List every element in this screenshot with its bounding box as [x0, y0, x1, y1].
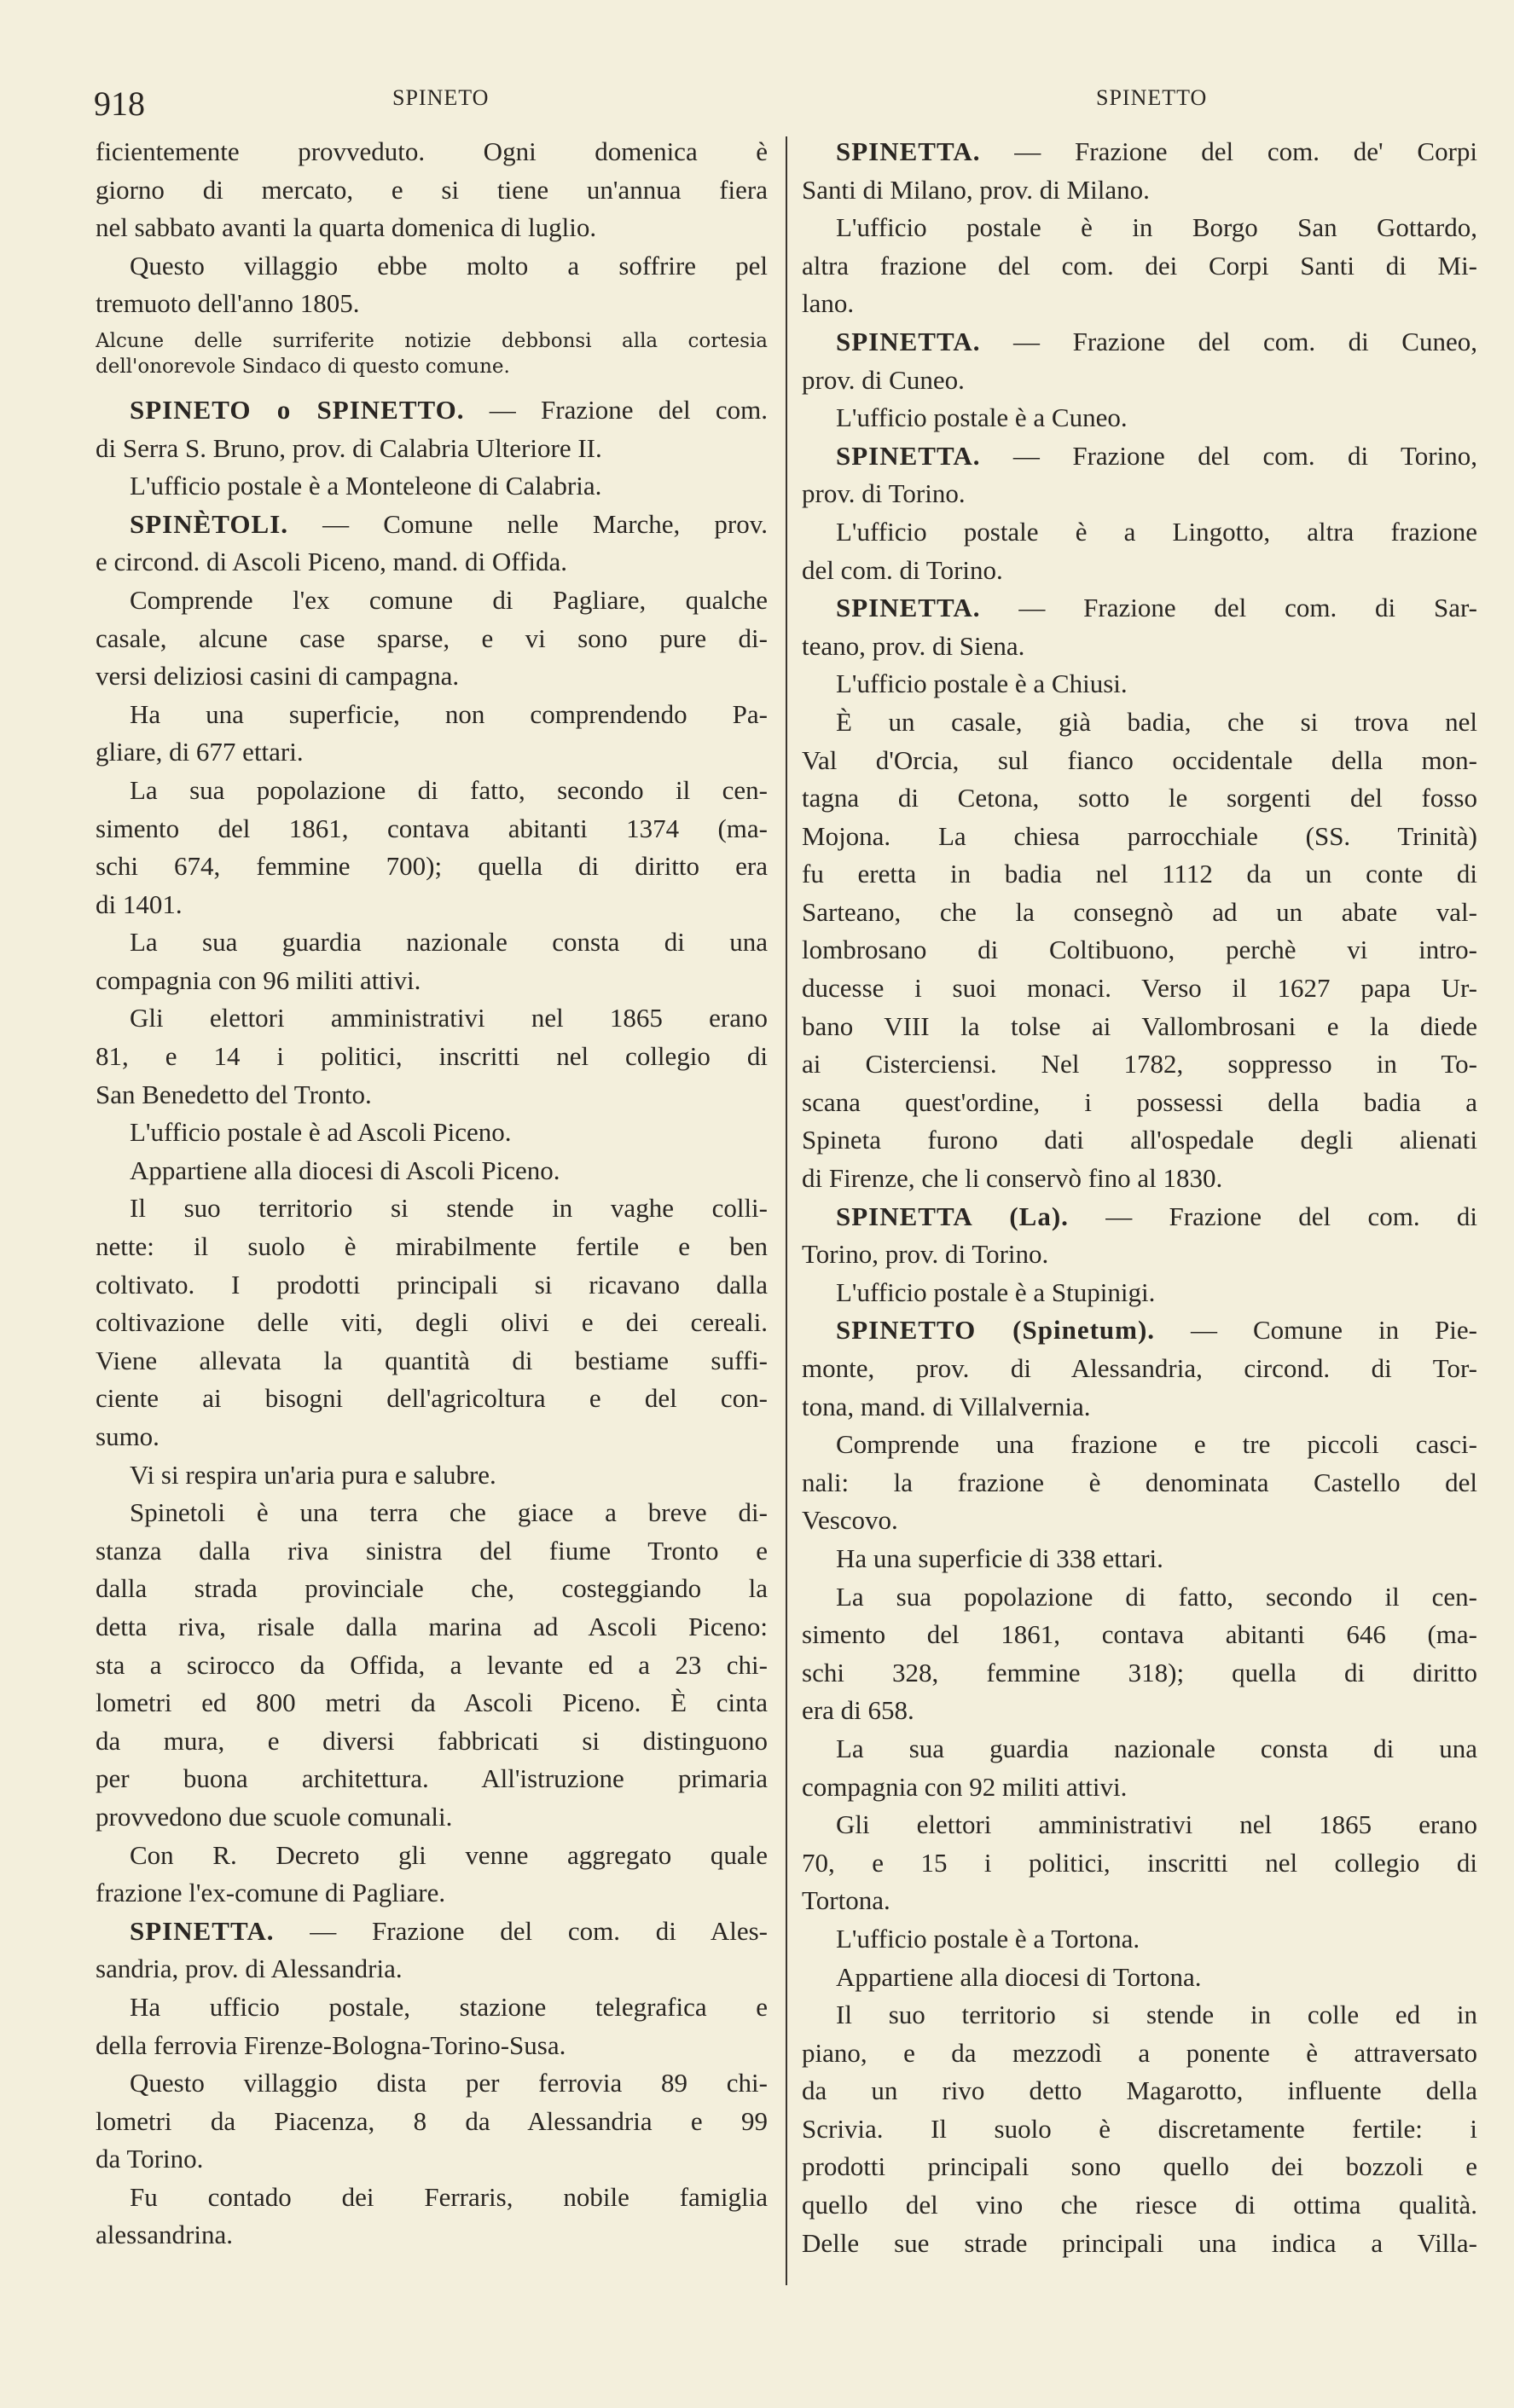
entry-headword: SPINETO o SPINETTO.: [130, 394, 465, 425]
text-line: Mojona. La chiesa parrocchiale (SS. Trinità): [802, 820, 1477, 851]
text-line: simento del 1861, contava abitanti 1374 (ma-: [96, 813, 768, 843]
text-line: sumo.: [96, 1421, 160, 1451]
text-line: era di 658.: [802, 1695, 914, 1726]
text-line: giorno di mercato, e si tiene un'annua fiera: [96, 174, 768, 205]
text-line: lometri ed 800 metri da Ascoli Piceno. È cinta: [96, 1687, 768, 1718]
paragraph: [802, 513, 1477, 589]
paragraph: [802, 209, 1477, 323]
entry-paragraph: [802, 323, 1477, 399]
text-line: Appartiene alla diocesi di Ascoli Piceno.: [130, 1155, 560, 1185]
text-line: gliare, di 677 ettari.: [96, 737, 304, 767]
text-line: SPINETO o SPINETTO. — Frazione del com.: [130, 394, 768, 425]
text-line: tona, mand. di Villalvernia.: [802, 1391, 1091, 1421]
paragraph: [96, 696, 768, 772]
paragraph: [802, 1730, 1477, 1806]
text-line: Ha una superficie di 338 ettari.: [836, 1543, 1163, 1573]
text-line: del com. di Torino.: [802, 554, 1003, 585]
text-line: nali: la frazione è denominata Castello del: [802, 1467, 1477, 1497]
page-number: 918: [94, 84, 145, 123]
entry-headword: SPINETTO (Spinetum).: [836, 1315, 1156, 1346]
text-line: La sua guardia nazionale consta di una: [836, 1733, 1477, 1763]
paragraph: [96, 923, 768, 999]
text-line: coltivato. I prodotti principali si ricavano dalla: [96, 1269, 768, 1300]
text-line: frazione l'ex-comune di Pagliare.: [96, 1878, 446, 1908]
entry-paragraph: [96, 1913, 768, 1988]
text-line: Il suo territorio si stende in colle ed in: [836, 2000, 1477, 2030]
entry-headword: SPINETTA (La).: [836, 1201, 1069, 1231]
text-line: SPINETTO (Spinetum). — Comune in Pie-: [836, 1315, 1477, 1346]
text-line: La sua popolazione di fatto, secondo il cen-: [836, 1581, 1477, 1612]
entry-headword: SPINÈTOLI.: [130, 508, 289, 539]
right-column: [802, 133, 1477, 2262]
text-line: L'ufficio postale è a Monteleone di Calabria.: [130, 471, 602, 501]
text-line: fu eretta in badia nel 1112 da un conte di: [802, 859, 1477, 889]
text-line: Spinetoli è una terra che giace a breve di-: [130, 1497, 768, 1528]
text-line: scana quest'ordine, i possessi della badia a: [802, 1086, 1477, 1117]
left-column: [96, 133, 768, 2255]
text-line: Appartiene alla diocesi di Tortona.: [836, 1961, 1202, 1992]
text-line: Tortona.: [802, 1885, 890, 1916]
entry-headword: SPINETTA.: [836, 136, 981, 166]
paragraph: [96, 467, 768, 506]
text-line: da Torino.: [96, 2144, 204, 2174]
text-line: Sarteano, che la consegnò ad un abate val-: [802, 896, 1477, 927]
text-line: Ha una superficie, non comprendendo Pa-: [130, 698, 768, 729]
text-line: della ferrovia Firenze-Bologna-Torino-Susa.: [96, 2029, 566, 2060]
text-line: L'ufficio postale è a Stupinigi.: [836, 1276, 1156, 1307]
text-line: L'ufficio postale è in Borgo San Gottardo,: [836, 212, 1477, 243]
paragraph: [802, 665, 1477, 703]
paragraph: [96, 2179, 768, 2255]
text-line: Delle sue strade principali una indica a Villa-: [802, 2227, 1477, 2258]
text-line: Gli elettori amministrativi nel 1865 erano: [130, 1003, 768, 1033]
running-head-right: SPINETTO: [1096, 85, 1208, 110]
text-line: stanza dalla riva sinistra del fiume Tronto e: [96, 1535, 768, 1566]
text-line: prov. di Torino.: [802, 478, 966, 509]
text-line: bano VIII la tolse ai Vallombrosani e la diede: [802, 1010, 1477, 1041]
text-line: Vescovo.: [802, 1505, 898, 1536]
running-head-left: SPINETO: [392, 85, 490, 110]
text-line: compagnia con 92 militi attivi.: [802, 1771, 1128, 1802]
text-line: Spineta furono dati all'ospedale degli alienati: [802, 1125, 1477, 1155]
paragraph: [96, 2064, 768, 2179]
text-line: teano, prov. di Siena.: [802, 630, 1025, 661]
text-line: Viene allevata la quantità di bestiame suffi-: [96, 1345, 768, 1375]
text-line: Questo villaggio ebbe molto a soffrire pel: [130, 250, 768, 281]
text-line: da mura, e diversi fabbricati si distinguono: [96, 1725, 768, 1756]
text-line: SPINETTA. — Frazione del com. di Torino,: [836, 440, 1477, 471]
text-line: L'ufficio postale è a Tortona.: [836, 1923, 1140, 1954]
paragraph: [802, 1274, 1477, 1312]
text-line: Santi di Milano, prov. di Milano.: [802, 174, 1150, 205]
paragraph: [802, 1578, 1477, 1730]
text-line: casale, alcune case sparse, e vi sono pure di-: [96, 622, 768, 653]
text-line: nel sabbato avanti la quarta domenica di luglio.: [96, 212, 597, 243]
paragraph: [96, 1190, 768, 1456]
entry-paragraph: [802, 437, 1477, 513]
text-line: altra frazione del com. dei Corpi Santi di Mi-: [802, 250, 1477, 281]
text-line: di 1401.: [96, 889, 183, 919]
text-line: prodotti principali sono quello dei bozzoli e: [802, 2151, 1477, 2182]
text-line: SPINETTA (La). — Frazione del com. di: [836, 1201, 1477, 1231]
entry-paragraph: [96, 391, 768, 467]
entry-paragraph: [96, 506, 768, 582]
text-line: Fu contado dei Ferraris, nobile famiglia: [130, 2181, 768, 2212]
text-line: La sua guardia nazionale consta di una: [130, 927, 768, 958]
text-line: SPINETTA. — Frazione del com. di Sar-: [836, 593, 1477, 623]
text-line: dell'onorevole Sindaco di questo comune.: [96, 355, 510, 378]
text-line: coltivazione delle viti, degli olivi e dei cereali.: [96, 1307, 768, 1338]
text-line: Comprende l'ex comune di Pagliare, qualche: [130, 584, 768, 615]
paragraph: [802, 1920, 1477, 1959]
text-line: quello del vino che riesce di ottima qualità.: [802, 2190, 1477, 2220]
entry-paragraph: [802, 1198, 1477, 1274]
text-line: monte, prov. di Alessandria, circond. di Tor-: [802, 1353, 1477, 1383]
text-line: schi 328, femmine 318); quella di diritto: [802, 1657, 1477, 1687]
text-line: da un rivo detto Magarotto, influente della: [802, 2075, 1477, 2106]
paragraph: [96, 247, 768, 323]
text-line: Con R. Decreto gli venne aggregato quale: [130, 1839, 768, 1870]
paragraph: [96, 1837, 768, 1913]
text-line: San Benedetto del Tronto.: [96, 1079, 372, 1109]
text-line: L'ufficio postale è a Lingotto, altra frazione: [836, 516, 1477, 547]
text-line: SPINÈTOLI. — Comune nelle Marche, prov.: [130, 508, 768, 539]
entry-headword: SPINETTA.: [836, 440, 981, 471]
text-line: lano.: [802, 288, 855, 319]
text-line: simento del 1861, contava abitanti 646 (ma-: [802, 1619, 1477, 1650]
entry-headword: SPINETTA.: [130, 1915, 275, 1946]
text-line: dalla strada provinciale che, costeggiando la: [96, 1573, 768, 1604]
paragraph: [802, 1996, 1477, 2262]
text-line: ducesse i suoi monaci. Verso il 1627 papa Ur-: [802, 973, 1477, 1004]
paragraph: [96, 1152, 768, 1190]
entry-paragraph: [802, 133, 1477, 209]
text-line: L'ufficio postale è a Cuneo.: [836, 402, 1128, 433]
text-line: nette: il suolo è mirabilmente fertile e ben: [96, 1231, 768, 1262]
text-line: Val d'Orcia, sul fianco occidentale della mon-: [802, 744, 1477, 775]
text-line: compagnia con 96 militi attivi.: [96, 964, 421, 995]
paragraph: [802, 1540, 1477, 1578]
paragraph: [96, 1456, 768, 1495]
column-divider: [786, 136, 787, 2285]
text-line: e circond. di Ascoli Piceno, mand. di Offida.: [96, 547, 568, 577]
text-line: alessandrina.: [96, 2220, 233, 2250]
text-line: 70, e 15 i politici, inscritti nel collegio di: [802, 1847, 1477, 1878]
paragraph: [96, 1114, 768, 1152]
text-line: L'ufficio postale è a Chiusi.: [836, 669, 1128, 699]
text-line: Scrivia. Il suolo è discretamente fertile: i: [802, 2113, 1477, 2144]
paragraph: [802, 1806, 1477, 1920]
text-line: SPINETTA. — Frazione del com. di Ales-: [130, 1915, 768, 1946]
paragraph: [802, 703, 1477, 1198]
text-line: piano, e da mezzodì a ponente è attraversato: [802, 2037, 1477, 2068]
text-line: versi deliziosi casini di campagna.: [96, 661, 460, 692]
text-line: sandria, prov. di Alessandria.: [96, 1954, 403, 1984]
text-line: La sua popolazione di fatto, secondo il cen-: [130, 774, 768, 805]
text-line: sta a scirocco da Offida, a levante ed a 23 chi-: [96, 1649, 768, 1680]
text-line: Questo villaggio dista per ferrovia 89 chi-: [130, 2068, 768, 2098]
text-line: lometri da Piacenza, 8 da Alessandria e 99: [96, 2105, 768, 2136]
entry-paragraph: [802, 1311, 1477, 1426]
text-line: lombrosano di Coltibuono, perchè vi intro-: [802, 935, 1477, 965]
text-line: Torino, prov. di Torino.: [802, 1239, 1049, 1270]
text-line: Vi si respira un'aria pura e salubre.: [130, 1459, 496, 1490]
text-line: provvedono due scuole comunali.: [96, 1801, 453, 1832]
paragraph: [802, 1959, 1477, 1997]
text-line: Alcune delle surriferite notizie debbonsi alla cortesia: [96, 329, 768, 352]
entry-headword: SPINETTA.: [836, 326, 981, 356]
text-line: Ha ufficio postale, stazione telegrafica e: [130, 1991, 768, 2022]
paragraph: [96, 999, 768, 1114]
text-line: È un casale, già badia, che si trova nel: [836, 706, 1477, 737]
paragraph: [96, 582, 768, 696]
text-line: di Firenze, che li conservò fino al 1830.: [802, 1163, 1223, 1194]
entry-paragraph: [802, 589, 1477, 665]
text-line: di Serra S. Bruno, prov. di Calabria Ulteriore II.: [96, 432, 602, 463]
text-line: ciente ai bisogni dell'agricoltura e del con-: [96, 1383, 768, 1414]
paragraph: [96, 1988, 768, 2064]
text-line: ai Cisterciensi. Nel 1782, soppresso in To-: [802, 1049, 1477, 1080]
text-line: Gli elettori amministrativi nel 1865 erano: [836, 1809, 1477, 1840]
text-line: Comprende una frazione e tre piccoli casci-: [836, 1429, 1477, 1460]
paragraph: [96, 772, 768, 923]
footnote: [96, 328, 768, 379]
text-line: ficientemente provveduto. Ogni domenica è: [96, 136, 768, 166]
paragraph: [96, 1494, 768, 1836]
text-line: SPINETTA. — Frazione del com. de' Corpi: [836, 136, 1477, 166]
entry-headword: SPINETTA.: [836, 593, 981, 623]
paragraph: [96, 133, 768, 247]
text-line: Il suo territorio si stende in vaghe colli-: [130, 1193, 768, 1224]
paragraph: [802, 399, 1477, 437]
text-line: detta riva, risale dalla marina ad Ascoli Piceno:: [96, 1611, 768, 1641]
text-line: schi 674, femmine 700); quella di diritto era: [96, 851, 768, 882]
text-line: tagna di Cetona, sotto le sorgenti del fosso: [802, 783, 1477, 813]
text-line: L'ufficio postale è ad Ascoli Piceno.: [130, 1117, 512, 1148]
text-line: prov. di Cuneo.: [802, 364, 965, 395]
text-line: tremuoto dell'anno 1805.: [96, 288, 360, 319]
text-line: per buona architettura. All'istruzione primaria: [96, 1763, 768, 1794]
text-line: SPINETTA. — Frazione del com. di Cuneo,: [836, 326, 1477, 356]
paragraph: [802, 1426, 1477, 1540]
text-line: 81, e 14 i politici, inscritti nel collegio di: [96, 1041, 768, 1072]
